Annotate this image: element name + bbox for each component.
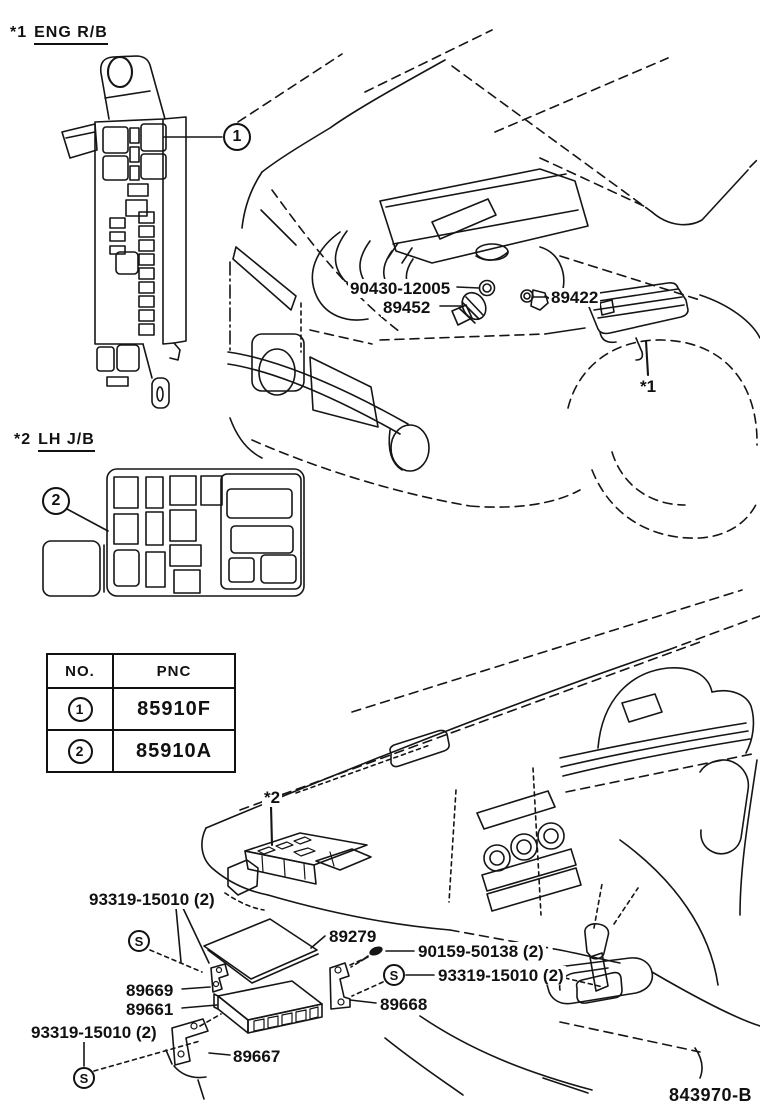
lh-jb-inset-title (14, 431, 95, 449)
eng-rb-ref: *1 (10, 24, 28, 41)
part-label-90430-12005: 90430-12005 (350, 279, 451, 298)
lh-jb-inset-drawing (43, 469, 304, 596)
eng-rb-location-drawing (587, 283, 688, 375)
ref-label-lh-jb: *2 (264, 788, 281, 807)
part-label-89452: 89452 (383, 298, 431, 317)
screw-glyph: S (389, 967, 399, 983)
col-header-pnc: PNC (156, 662, 192, 680)
lh-jb-location-drawing (228, 806, 371, 895)
eng-rb-inset-title (10, 24, 108, 42)
part-label-89422: 89422 (551, 288, 599, 307)
callout-balloon-2 (42, 487, 70, 515)
table-row (48, 687, 234, 729)
screw-glyph: S (134, 933, 144, 949)
ref-label-eng-rb: *1 (640, 377, 657, 396)
row2-pnc: 85910A (135, 739, 213, 762)
engine-bay-drawing (228, 30, 760, 538)
ecu-and-brackets-drawing (166, 957, 368, 1099)
lh-jb-name: LH J/B (38, 431, 95, 452)
row1-pnc: 85910F (137, 697, 211, 720)
lower-panel-89279-drawing (204, 919, 318, 983)
part-label-89279: 89279 (329, 927, 377, 946)
row2-number-badge: 2 (68, 739, 93, 764)
parts-table-header (48, 655, 234, 687)
figure-code: 843970-B (669, 1085, 753, 1105)
screw-glyph: S (79, 1070, 89, 1086)
row2-no-cell (48, 731, 114, 771)
table-row (48, 729, 234, 771)
eng-rb-inset-drawing (62, 56, 222, 408)
part-label-89669: 89669 (126, 981, 174, 1000)
callout-1-number: 1 (232, 128, 242, 145)
row1-number-badge: 1 (68, 697, 93, 722)
eng-rb-name: ENG R/B (34, 24, 108, 45)
callout-2-number: 2 (51, 492, 61, 509)
part-label-93319-bottom: 93319-15010 (2) (31, 1023, 157, 1042)
part-label-89668: 89668 (380, 995, 428, 1014)
part-label-89661: 89661 (126, 1000, 174, 1019)
part-label-93319-top: 93319-15010 (2) (89, 890, 215, 909)
callout-balloon-1 (223, 123, 251, 151)
screw-icon (383, 964, 405, 986)
lh-jb-ref: *2 (14, 431, 32, 448)
col-header-no: NO. (48, 655, 114, 687)
screw-icon (128, 930, 150, 952)
row1-no-cell (48, 689, 114, 729)
part-label-93319-right: 93319-15010 (2) (438, 966, 564, 985)
part-label-90159-50138: 90159-50138 (2) (418, 942, 544, 961)
parts-table (46, 653, 236, 773)
part-label-89667: 89667 (233, 1047, 281, 1066)
screw-icon (73, 1067, 95, 1089)
